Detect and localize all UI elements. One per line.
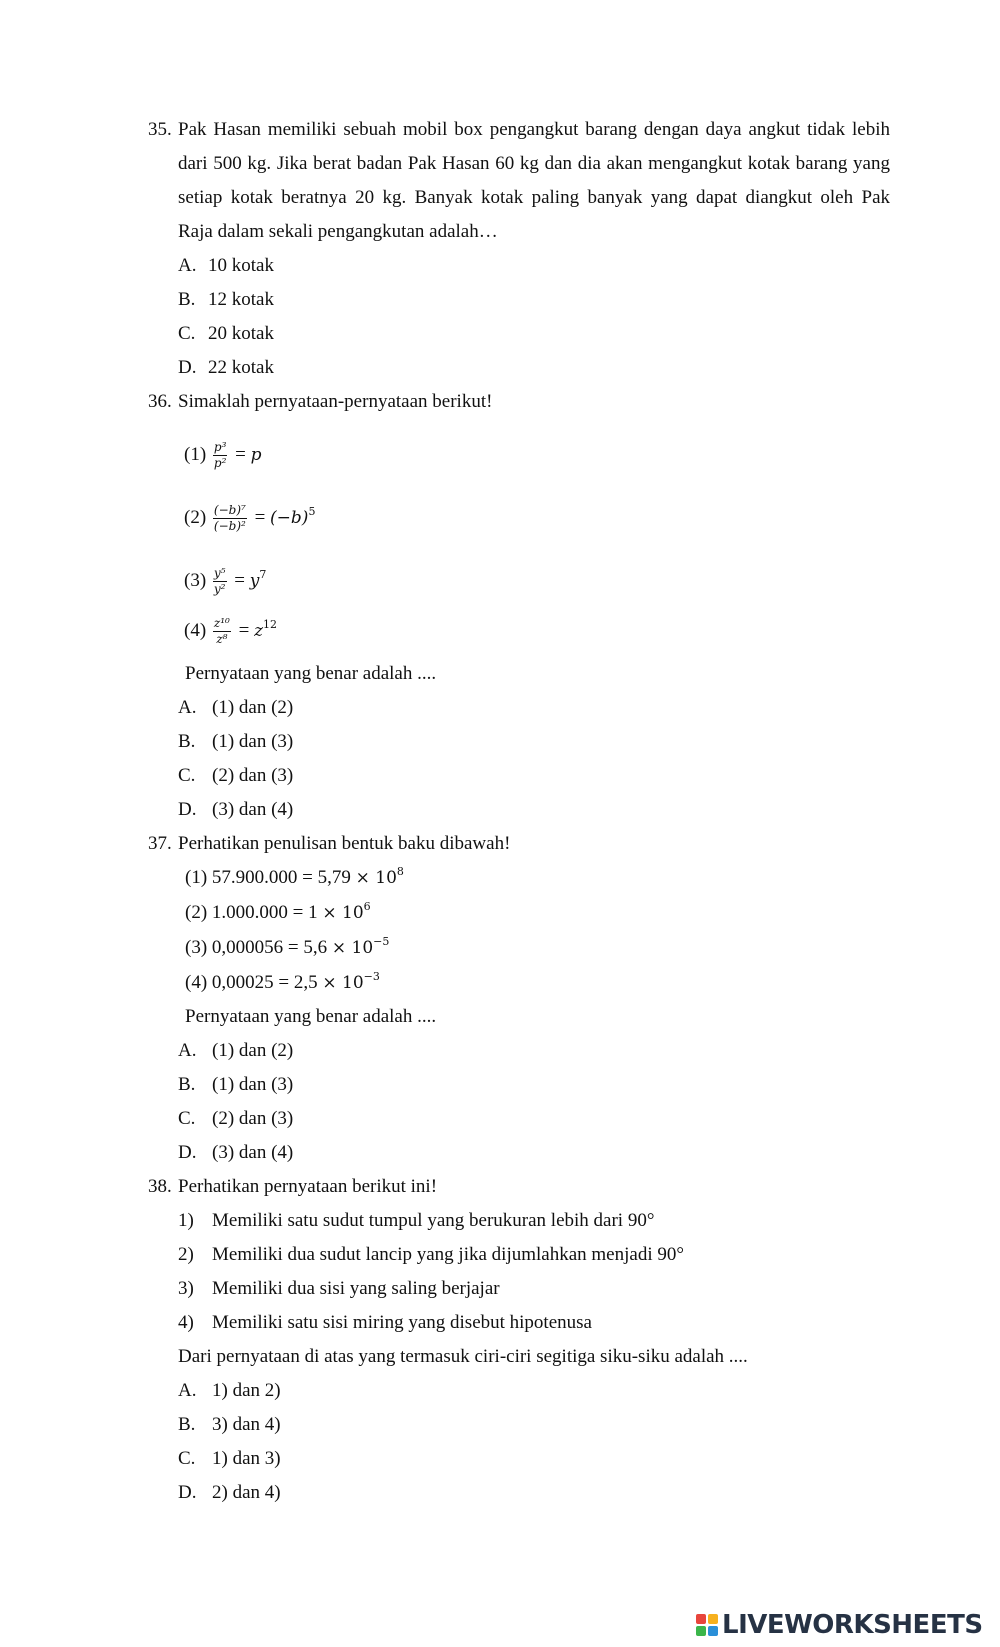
fraction-numerator: y⁵ xyxy=(213,566,226,581)
question-text-line: Raja dalam sekali pengangkutan adalah… xyxy=(178,221,498,242)
option-letter: B. xyxy=(178,289,196,310)
logo-icon xyxy=(696,1614,718,1636)
option-text: 2) dan 4) xyxy=(212,1482,281,1503)
question-stem: Simaklah pernyataan-pernyataan berikut! xyxy=(178,391,493,412)
option-text: (2) dan (3) xyxy=(212,765,294,786)
statement-2: (2) $1.000.000 = 1 \times 10^6$ xyxy=(185,900,371,923)
statement-3: (3) $0,000056 = 5,6 \times 10^{-5}$ xyxy=(185,935,390,958)
statement-result: $(-b)^5$ xyxy=(270,505,316,528)
option-text: 12 kotak xyxy=(208,289,274,310)
option-text: 10 kotak xyxy=(208,255,274,276)
fraction-denominator: y² xyxy=(213,582,226,597)
question-number: 37. xyxy=(148,833,172,854)
statement-4: 4) Memiliki satu sisi miring yang disebut hipotenusa xyxy=(178,1312,592,1333)
statement-result: $z^{12}$ xyxy=(254,618,278,641)
question-stem: Perhatikan penulisan bentuk baku dibawah! xyxy=(178,833,511,854)
statement-result: p xyxy=(250,445,262,465)
option-text: 3) dan 4) xyxy=(212,1414,281,1435)
statement-1: 1) Memiliki satu sudut tumpul yang berukuran lebih dari 90° xyxy=(178,1210,655,1231)
answer-option-b[interactable] xyxy=(178,288,274,312)
answer-option-c[interactable] xyxy=(178,1447,281,1471)
question-number: 36. xyxy=(148,391,172,412)
option-text: (1) dan (3) xyxy=(212,731,294,752)
statement-label: (3) xyxy=(184,570,207,591)
answer-option-c[interactable] xyxy=(178,1107,294,1131)
question-text-line: dari 500 kg. Jika berat badan Pak Hasan 60 kg dan dia akan mengangkut kotak barang yang xyxy=(178,153,890,174)
option-letter: A. xyxy=(178,255,197,276)
option-letter: B. xyxy=(178,731,196,752)
fraction xyxy=(213,617,231,646)
answer-option-d[interactable] xyxy=(178,356,274,380)
statement-label: (2) xyxy=(184,507,207,528)
logo-square-red xyxy=(696,1614,706,1624)
option-text: (3) dan (4) xyxy=(212,1142,294,1163)
answer-option-d[interactable] xyxy=(178,1141,294,1165)
option-letter: B. xyxy=(178,1414,196,1435)
answer-option-c[interactable] xyxy=(178,764,294,788)
statement-1: (1) $\frac{\text{p³}}{\text{p²}}$ = p xyxy=(184,440,262,471)
answer-option-d[interactable] xyxy=(178,798,294,822)
statement-3: 3) Memiliki dua sisi yang saling berjajar xyxy=(178,1278,500,1299)
option-text: (1) dan (2) xyxy=(212,1040,294,1061)
statement-label: (1) xyxy=(184,444,207,465)
option-text: 1) dan 3) xyxy=(212,1448,281,1469)
question-prompt: Pernyataan yang benar adalah .... xyxy=(185,663,437,684)
option-text: (2) dan (3) xyxy=(212,1108,294,1129)
option-letter: D. xyxy=(178,357,197,378)
option-letter: A. xyxy=(178,697,197,718)
fraction xyxy=(213,504,247,533)
logo-square-blue xyxy=(708,1626,718,1636)
fraction-numerator: (−b)⁷ xyxy=(213,503,246,518)
question-stem: Perhatikan pernyataan berikut ini! xyxy=(178,1176,438,1197)
option-text: 20 kotak xyxy=(208,323,274,344)
fraction-numerator: z¹⁰ xyxy=(213,616,230,631)
option-text: 1) dan 2) xyxy=(212,1380,281,1401)
statement-4: (4) $\frac{\text{z¹⁰}}{\text{z⁸}}$ = $z^{12}$ xyxy=(184,616,278,647)
statement-label: (4) xyxy=(184,620,207,641)
fraction-denominator: (−b)² xyxy=(213,519,246,534)
logo-square-green xyxy=(696,1626,706,1636)
option-letter: D. xyxy=(178,1482,197,1503)
option-letter: C. xyxy=(178,323,196,344)
logo-text: LIVEWORKSHEETS xyxy=(722,1610,983,1640)
logo-square-yellow xyxy=(708,1614,718,1624)
liveworksheets-logo xyxy=(696,1610,983,1640)
option-text: (1) dan (2) xyxy=(212,697,294,718)
statement-4: (4) $0,00025 = 2,5 \times 10^{-3}$ xyxy=(185,970,380,993)
statement-2: 2) Memiliki dua sudut lancip yang jika dijumlahkan menjadi 90° xyxy=(178,1244,684,1265)
option-text: 22 kotak xyxy=(208,357,274,378)
answer-option-a[interactable] xyxy=(178,254,274,278)
statement-2: (2) $\frac{\text{(−b)⁷}}{\text{(−b)²}}$ = $(-b)^5$ xyxy=(184,503,316,534)
question-prompt: Pernyataan yang benar adalah .... xyxy=(185,1006,437,1027)
answer-option-b[interactable] xyxy=(178,1413,281,1437)
question-text-line: setiap kotak beratnya 20 kg. Banyak kotak paling banyak yang dapat diangkut oleh Pak xyxy=(178,187,890,208)
fraction-denominator: p² xyxy=(213,456,227,471)
answer-option-a[interactable] xyxy=(178,1039,294,1063)
option-letter: C. xyxy=(178,765,196,786)
fraction-denominator: z⁸ xyxy=(216,632,228,647)
statement-3: (3) $\frac{\text{y⁵}}{\text{y²}}$ = $y^7$ xyxy=(184,566,267,597)
option-letter: A. xyxy=(178,1040,197,1061)
statement-1: (1) $57.900.000 = 5,79 \times 10^8$ xyxy=(185,865,404,888)
option-letter: A. xyxy=(178,1380,197,1401)
question-number: 38. xyxy=(148,1176,172,1197)
option-letter: B. xyxy=(178,1074,196,1095)
answer-option-b[interactable] xyxy=(178,730,294,754)
answer-option-b[interactable] xyxy=(178,1073,294,1097)
option-letter: C. xyxy=(178,1448,196,1469)
option-text: (1) dan (3) xyxy=(212,1074,294,1095)
option-letter: D. xyxy=(178,1142,197,1163)
answer-option-d[interactable] xyxy=(178,1481,281,1505)
fraction xyxy=(213,441,228,470)
fraction-numerator: p³ xyxy=(213,440,227,455)
option-text: (3) dan (4) xyxy=(212,799,294,820)
answer-option-c[interactable] xyxy=(178,322,274,346)
question-text-line: Pak Hasan memiliki sebuah mobil box pengangkut barang dengan daya angkut tidak lebih xyxy=(178,119,890,140)
question-number: 35. xyxy=(148,119,172,140)
answer-option-a[interactable] xyxy=(178,696,294,720)
statement-result: $y^7$ xyxy=(249,568,267,591)
option-letter: D. xyxy=(178,799,197,820)
option-letter: C. xyxy=(178,1108,196,1129)
question-prompt: Dari pernyataan di atas yang termasuk ciri-ciri segitiga siku-siku adalah .... xyxy=(178,1346,748,1367)
fraction xyxy=(213,567,227,596)
answer-option-a[interactable] xyxy=(178,1379,281,1403)
